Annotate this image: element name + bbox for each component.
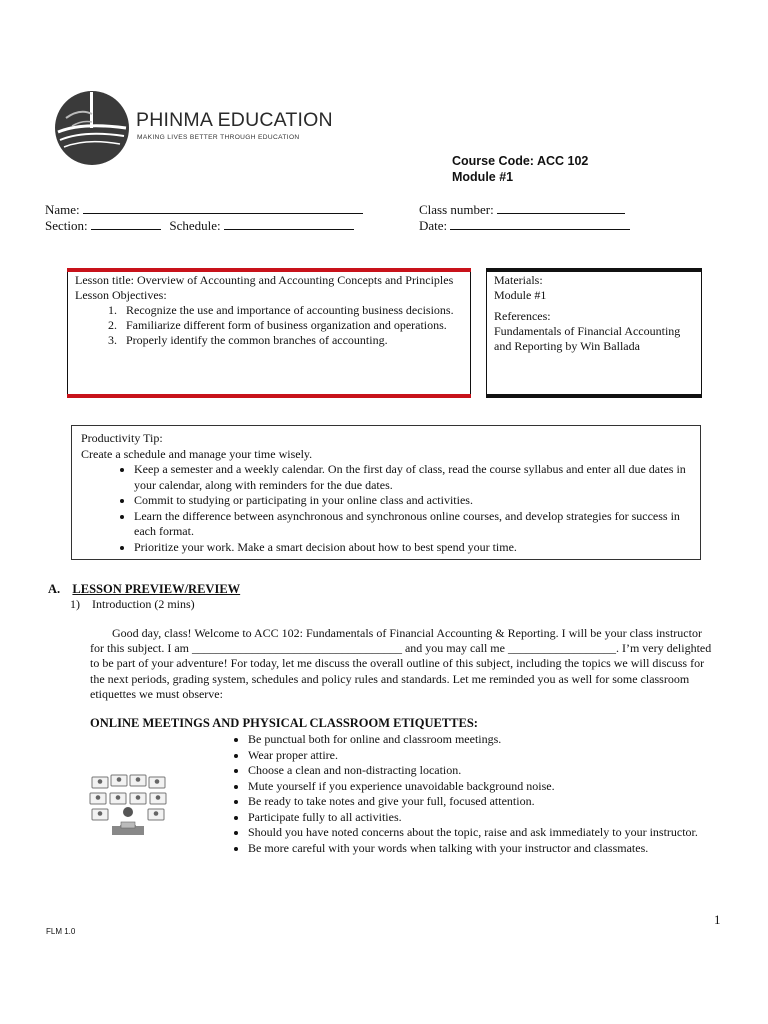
tip-item: • Commit to studying or participating in your online class and activities. xyxy=(134,493,693,509)
etiquette-item: • Choose a clean and non-distracting location. xyxy=(248,763,743,779)
etiquette-item: • Mute yourself if you experience unavoidable background noise. xyxy=(248,779,743,795)
lesson-box-top-accent xyxy=(67,268,471,272)
lesson-objectives-label: Lesson Objectives: xyxy=(75,288,167,302)
date-label: Date: xyxy=(419,218,448,233)
section-title: LESSON PREVIEW/REVIEW xyxy=(72,582,241,596)
nickname-blank: __________________ xyxy=(507,641,616,656)
tip-heading: Productivity Tip: xyxy=(81,431,163,445)
phinma-logo xyxy=(52,88,333,168)
tip-item: • Prioritize your work. Make a smart decision about how to best spend your time. xyxy=(134,540,693,556)
welcome-text-2: and you may call me xyxy=(404,641,505,656)
section-a-heading xyxy=(48,582,240,597)
tip-item: • Learn the difference between asynchronous and synchronous online courses, and develop strategies for success in each format. xyxy=(134,509,693,540)
lesson-objectives-list xyxy=(75,303,465,348)
objective-item: 2. Familiarize different form of business organization and operations. xyxy=(120,318,465,333)
date-blank[interactable] xyxy=(450,217,630,230)
etiquette-item: • Wear proper attire. xyxy=(248,748,743,764)
materials-item: Module #1 xyxy=(494,288,547,302)
references-label: References: xyxy=(494,309,551,323)
phinma-logo-icon xyxy=(52,88,132,168)
module-number: Module #1 xyxy=(452,170,514,184)
materials-box xyxy=(486,268,702,398)
etiquette-item: • Be more careful with your words when talking with your instructor and classmates. xyxy=(248,841,743,857)
section-blank[interactable] xyxy=(91,217,161,230)
class-number-label: Class number: xyxy=(419,202,494,217)
intro-number: 1) xyxy=(70,597,80,611)
intro-label: Introduction (2 mins) xyxy=(92,597,195,611)
etiquette-item: • Should you have noted concerns about the topic, raise and ask immediately to your instructor. xyxy=(248,825,743,841)
etiquettes-title: ONLINE MEETINGS AND PHYSICAL CLASSROOM ETIQUETTES: xyxy=(90,716,478,730)
brand-tagline: MAKING LIVES BETTER THROUGH EDUCATION xyxy=(137,134,300,141)
references-item: Fundamentals of Financial Accounting and Reporting by Win Ballada xyxy=(494,324,681,353)
welcome-paragraph xyxy=(90,626,715,702)
productivity-tip-box xyxy=(71,425,701,560)
lesson-box-bottom-accent xyxy=(67,394,471,398)
lesson-title: Lesson title: Overview of Accounting and Accounting Concepts and Principles xyxy=(75,273,454,287)
materials-label: Materials: xyxy=(494,273,543,287)
materials-box-top-accent xyxy=(486,268,702,272)
class-number-blank[interactable] xyxy=(497,201,625,214)
name-blank[interactable] xyxy=(83,201,363,214)
page-number: 1 xyxy=(714,912,721,927)
objective-item: 1. Recognize the use and importance of accounting business decisions. xyxy=(120,303,465,318)
tip-list xyxy=(81,462,693,555)
introduction-line xyxy=(70,597,195,612)
schedule-label: Schedule: xyxy=(169,218,221,233)
etiquette-item: • Be punctual both for online and classroom meetings. xyxy=(248,732,743,748)
course-code: Course Code: ACC 102 xyxy=(452,154,589,168)
materials-content xyxy=(494,273,696,354)
etiquettes-list xyxy=(224,732,743,856)
instructor-name-blank: ___________________________________ xyxy=(191,641,402,656)
name-field xyxy=(45,201,363,218)
etiquette-item: • Participate fully to all activities. xyxy=(248,810,743,826)
etiquette-item: • Be ready to take notes and give your full, focused attention. xyxy=(248,794,743,810)
section-field xyxy=(45,217,354,234)
section-letter: A. xyxy=(48,582,61,596)
class-number-field xyxy=(419,201,625,218)
productivity-tip-content xyxy=(81,431,693,555)
course-header xyxy=(452,153,588,185)
welcome-text-3: . I’m very delighted to be part of your adventure! For today, let me discuss the overall outline of this subject, including the topics we will discuss for the next periods, grading system, schedules and policy rules and standards. Let me reminded you as well for some classroom etiquettes we must observe: xyxy=(90,641,712,701)
brand-name: PHINMA EDUCATION xyxy=(136,109,333,131)
lesson-content xyxy=(75,273,465,348)
welcome-text-1: Good day, class! Welcome to ACC 102: Fundamentals of Financial Accounting & Reporting. I will be your class instructor for this subject. I am xyxy=(90,626,702,656)
section-label: Section: xyxy=(45,218,88,233)
materials-box-bottom-accent xyxy=(486,394,702,398)
tip-intro: Create a schedule and manage your time wisely. xyxy=(81,446,313,461)
tip-item: • Keep a semester and a weekly calendar. On the first day of class, read the course syllabus and enter all due dates in your calendar, along with reminders for the due dates. xyxy=(134,462,693,493)
online-meeting-illustration xyxy=(88,774,168,838)
version-label: FLM 1.0 xyxy=(46,927,76,936)
lesson-box xyxy=(67,268,471,398)
name-label: Name: xyxy=(45,202,80,217)
date-field xyxy=(419,217,630,234)
objective-item: 3. Properly identify the common branches of accounting. xyxy=(120,333,465,348)
schedule-blank[interactable] xyxy=(224,217,354,230)
